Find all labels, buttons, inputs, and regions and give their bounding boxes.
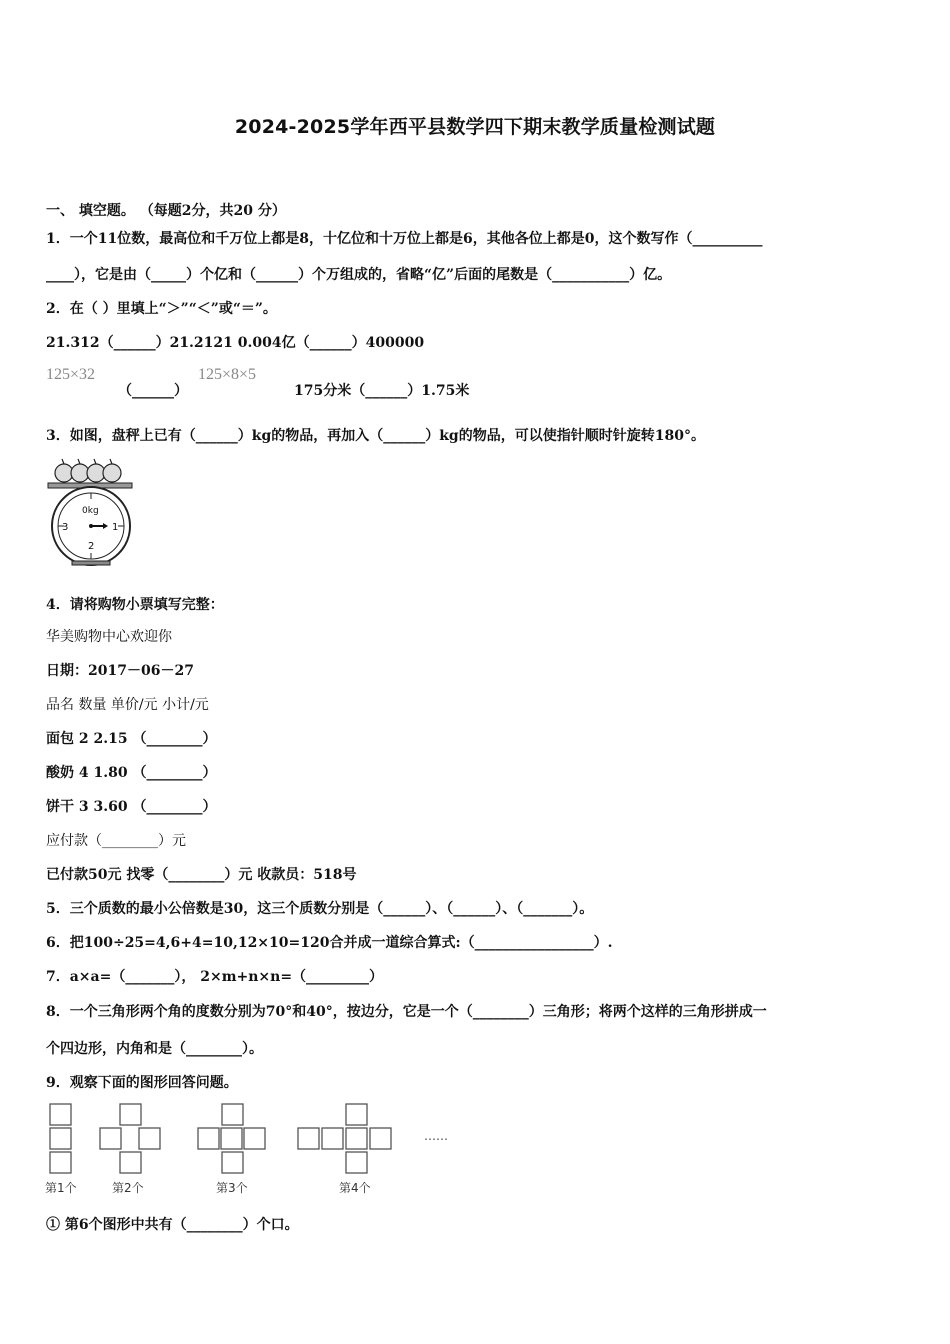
receipt-item: 面包 2 2.15 （________） [46, 731, 217, 747]
scale-unit-label: 0kg [82, 506, 99, 516]
q1-line2: ____），它是由（_____）个亿和（______）个万组成的，省略“亿”后面的尾数是（___________）亿。 [46, 267, 672, 283]
q2-expr1: 125×32 [46, 366, 96, 383]
pattern-figure [44, 1100, 464, 1200]
receipt-payable: 应付款（________）元 [46, 833, 186, 849]
q8-line1: 8．一个三角形两个角的度数分别为70°和40°，按边分，它是一个（________）三角形；将两个这样的三角形拼成一 [46, 1004, 767, 1020]
receipt-item: 饼干 3 3.60 （________） [46, 799, 217, 815]
receipt-date: 日期：2017－06－27 [46, 663, 194, 679]
q8-line2: 个四边形，内角和是（________）。 [46, 1041, 263, 1057]
figure-label: 第1个 [45, 1181, 77, 1195]
scale-label-right: 1 [112, 522, 119, 533]
receipt-paid: 已付款50元 找零（________）元 收款员：518号 [46, 867, 357, 883]
q9-text: 9．观察下面的图形回答问题。 [46, 1075, 238, 1091]
scale-label-left: 3 [62, 522, 69, 533]
q2-text: 2．在（ ）里填上“＞”“＜”或“＝”。 [46, 301, 277, 317]
q2-row1: 21.312（______）21.2121 0.004亿（______）400000 [46, 335, 425, 351]
receipt-header: 品名 数量 单价/元 小计/元 [46, 697, 209, 713]
figure-label: 第4个 [339, 1181, 371, 1195]
section-heading: 一、 填空题。 （每题2分，共20 分） [46, 203, 286, 219]
scale-label-bottom: 2 [88, 541, 95, 552]
receipt-item: 酸奶 4 1.80 （________） [46, 765, 217, 781]
q5-text: 5．三个质数的最小公倍数是30，这三个质数分别是（______）、（______）、（_______）。 [46, 901, 594, 917]
receipt-store: 华美购物中心欢迎你 [46, 629, 172, 645]
q9-sub1: ① 第6个图形中共有（________）个口。 [46, 1217, 299, 1233]
q6-text: 6．把100÷25=4,6+4=10,12×10=120合并成一道综合算式:（_________________）. [46, 935, 613, 951]
pattern-ellipsis: …… [424, 1129, 448, 1143]
figure-label: 第2个 [112, 1181, 144, 1195]
q7-text: 7．a×a=（_______）， 2×m+n×n=（_________） [46, 969, 384, 985]
q2-row2-tail: 175分米（______）1.75米 [294, 383, 470, 399]
q2-expr2: 125×8×5 [198, 366, 257, 383]
q3-text: 3．如图，盘秤上已有（______）kg的物品，再加入（______）kg的物品，可以使指针顺时针旋转180°。 [46, 428, 705, 444]
q4-text: 4．请将购物小票填写完整： [46, 597, 224, 613]
q1-line1: 1．一个11位数，最高位和千万位上都是8，十亿位和十万位上都是6，其他各位上都是0，这个数写作（__________ [46, 231, 763, 247]
apple-icons [55, 459, 121, 482]
q2-blank1: （______） [118, 383, 188, 399]
figure-label: 第3个 [216, 1181, 248, 1195]
page-title: 2024-2025学年西平县数学四下期末教学质量检测试题 [234, 116, 716, 138]
scale-figure [44, 455, 140, 567]
